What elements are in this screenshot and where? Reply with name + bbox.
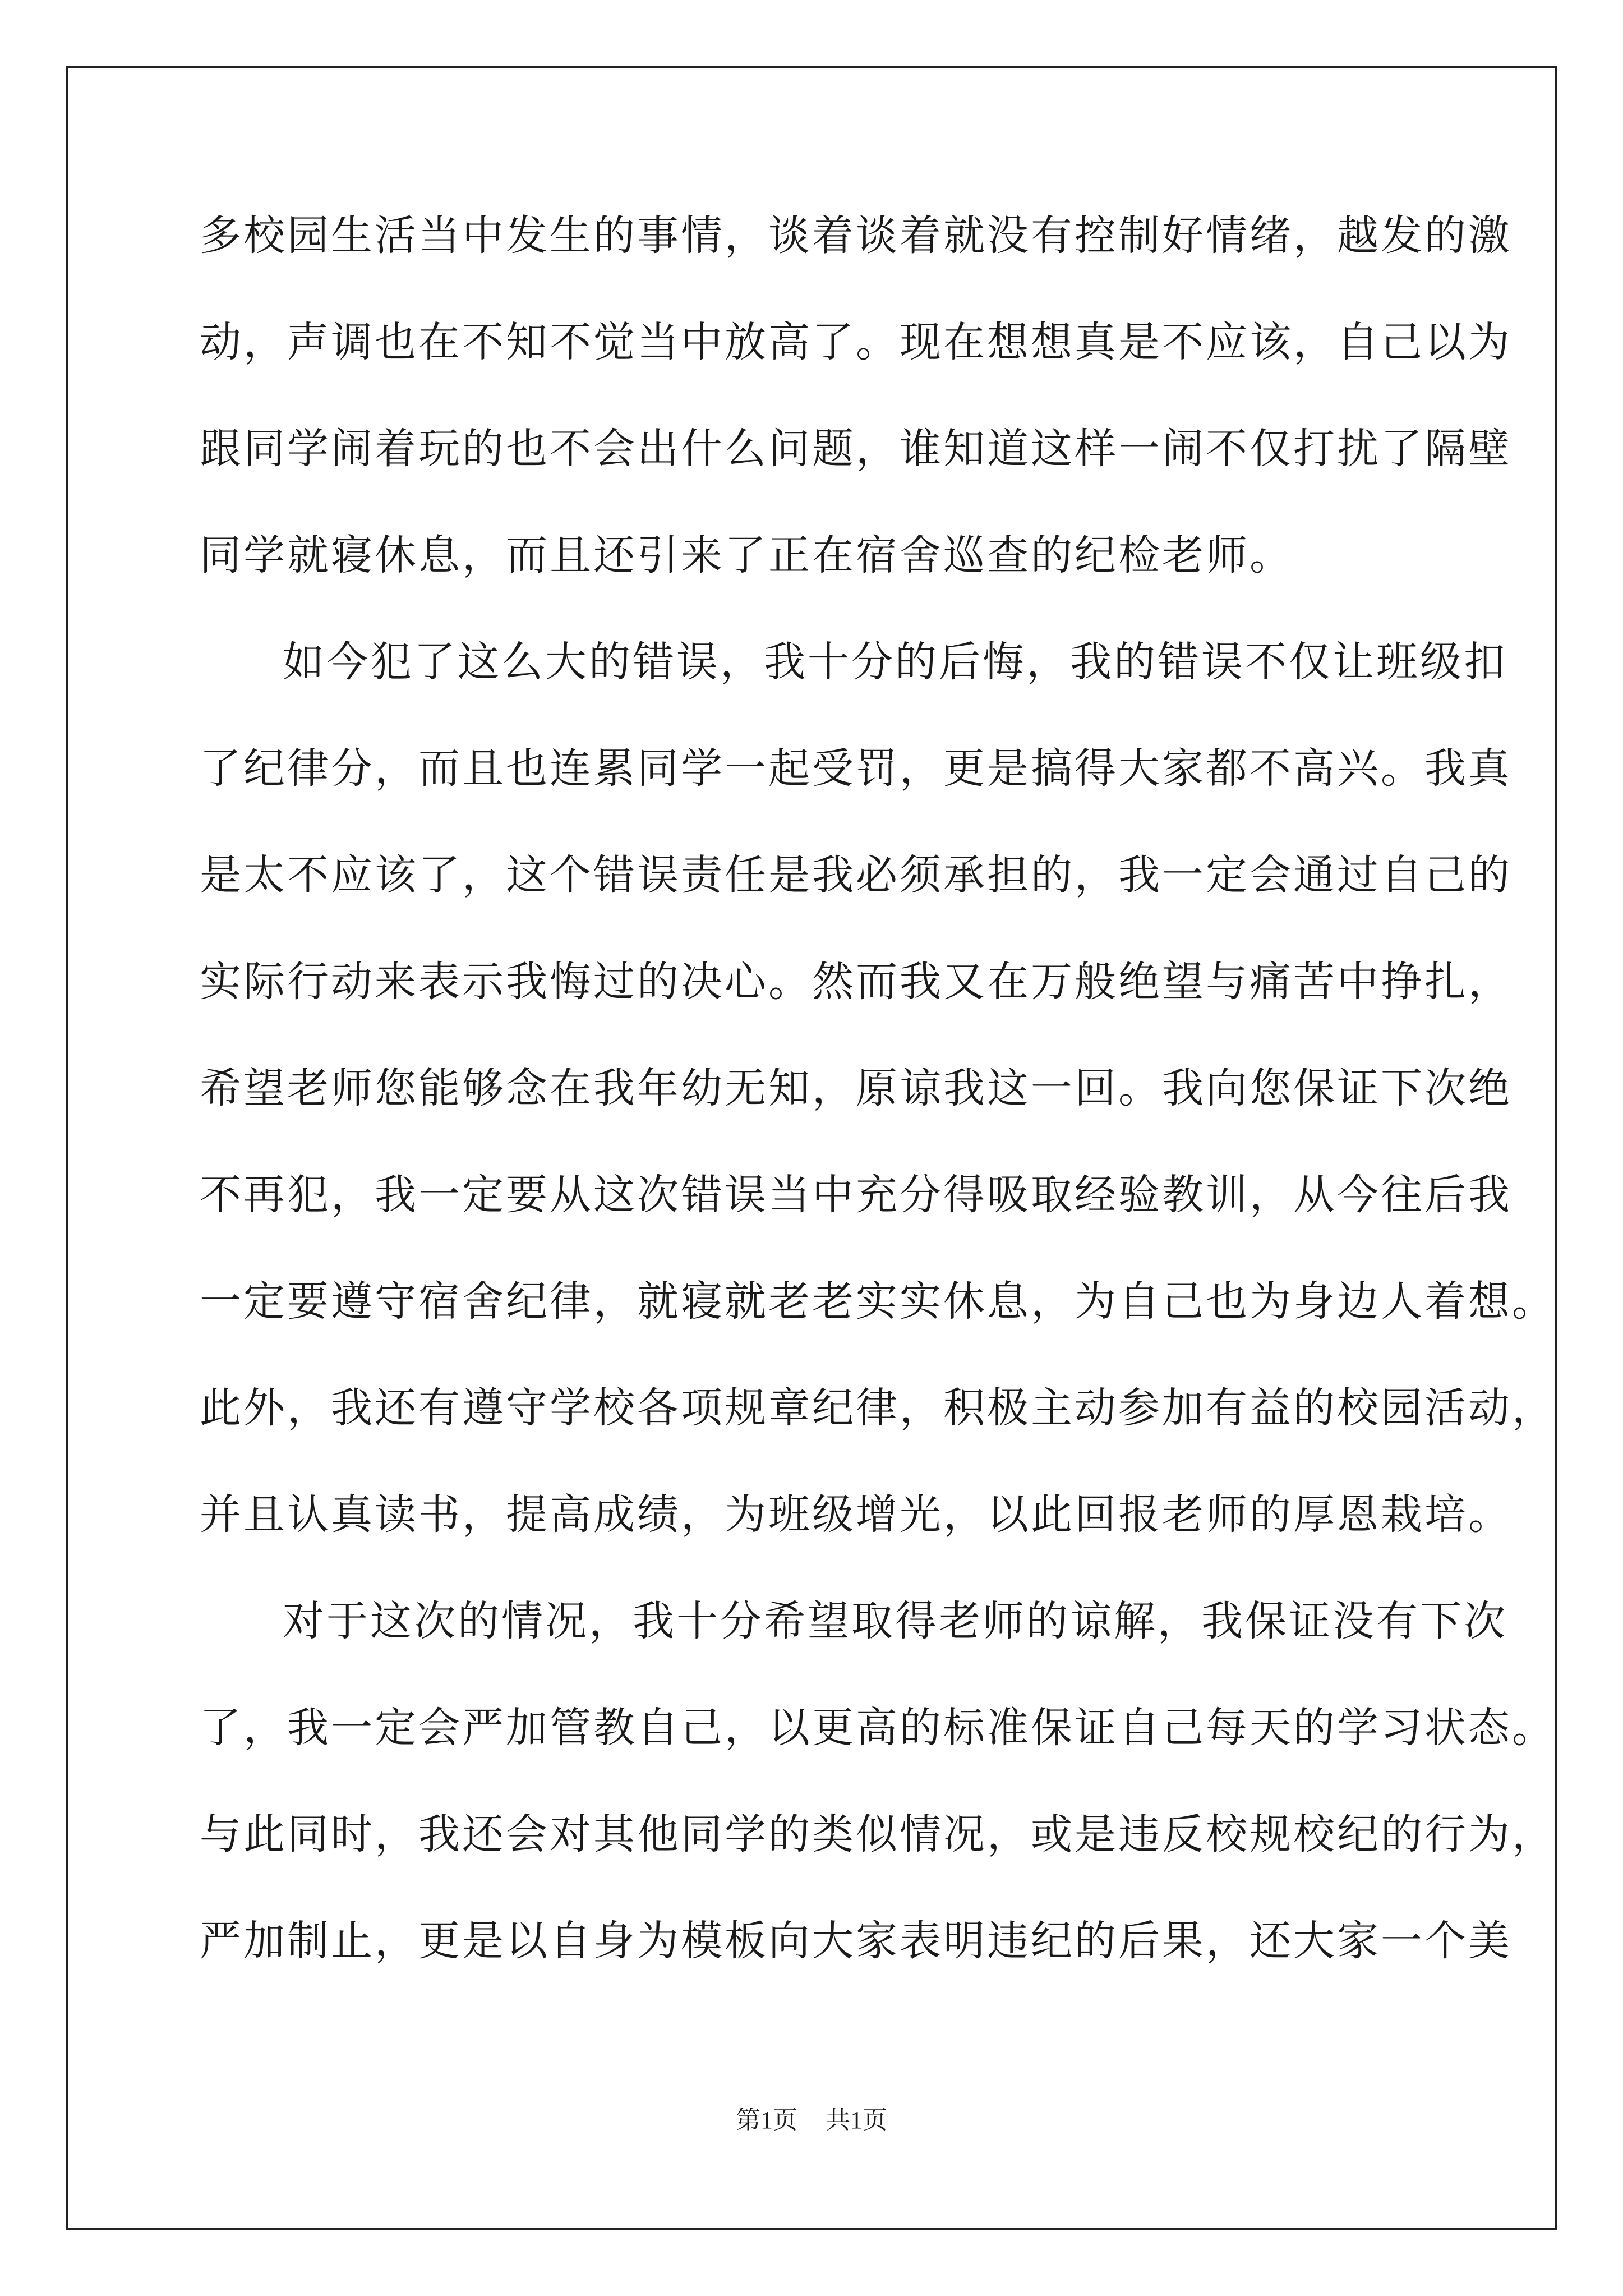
paragraph-start-line: 如今犯了这么大的错误，我十分的后悔，我的错误不仅让班级扣 bbox=[283, 638, 1507, 686]
text-line: 一定要遵守宿舍纪律，就寝就老老实实休息，为自己也为身边人着想。 bbox=[200, 1277, 1556, 1326]
text-line: 多校园生活当中发生的事情，谈着谈着就没有控制好情绪，越发的激 bbox=[200, 211, 1512, 260]
text-line: 是太不应该了，这个错误责任是我必须承担的，我一定会通过自己的 bbox=[200, 851, 1512, 899]
current-page-label: 第1页 bbox=[736, 2106, 797, 2134]
text-line: 与此同时，我还会对其他同学的类似情况，或是违反校规校纪的行为， bbox=[200, 1810, 1556, 1858]
text-line: 动，声调也在不知不觉当中放高了。现在想想真是不应该，自己以为 bbox=[200, 318, 1512, 366]
text-line: 此外，我还有遵守学校各项规章纪律，积极主动参加有益的校园活动， bbox=[200, 1384, 1556, 1432]
text-line: 了纪律分，而且也连累同学一起受罚，更是搞得大家都不高兴。我真 bbox=[200, 744, 1512, 793]
text-line: 实际行动来表示我悔过的决心。然而我又在万般绝望与痛苦中挣扎， bbox=[200, 958, 1512, 1006]
text-line: 不再犯，我一定要从这次错误当中充分得吸取经验教训，从今往后我 bbox=[200, 1171, 1512, 1219]
text-line: 希望老师您能够念在我年幼无知，原谅我这一回。我向您保证下次绝 bbox=[200, 1064, 1512, 1112]
page-border bbox=[66, 66, 1557, 2230]
total-pages-label: 共1页 bbox=[826, 2106, 887, 2134]
text-line: 了，我一定会严加管教自己，以更高的标准保证自己每天的学习状态。 bbox=[200, 1704, 1556, 1752]
text-line: 并且认真读书，提高成绩，为班级增光，以此回报老师的厚恩栽培。 bbox=[200, 1490, 1512, 1539]
page-footer bbox=[0, 2104, 1623, 2137]
text-line: 同学就寝休息，而且还引来了正在宿舍巡查的纪检老师。 bbox=[200, 531, 1293, 579]
paragraph-start-line: 对于这次的情况，我十分希望取得老师的谅解，我保证没有下次 bbox=[283, 1597, 1507, 1645]
text-line: 严加制止，更是以自身为模板向大家表明违纪的后果，还大家一个美 bbox=[200, 1917, 1512, 1965]
text-line: 跟同学闹着玩的也不会出什么问题，谁知道这样一闹不仅打扰了隔壁 bbox=[200, 425, 1512, 473]
